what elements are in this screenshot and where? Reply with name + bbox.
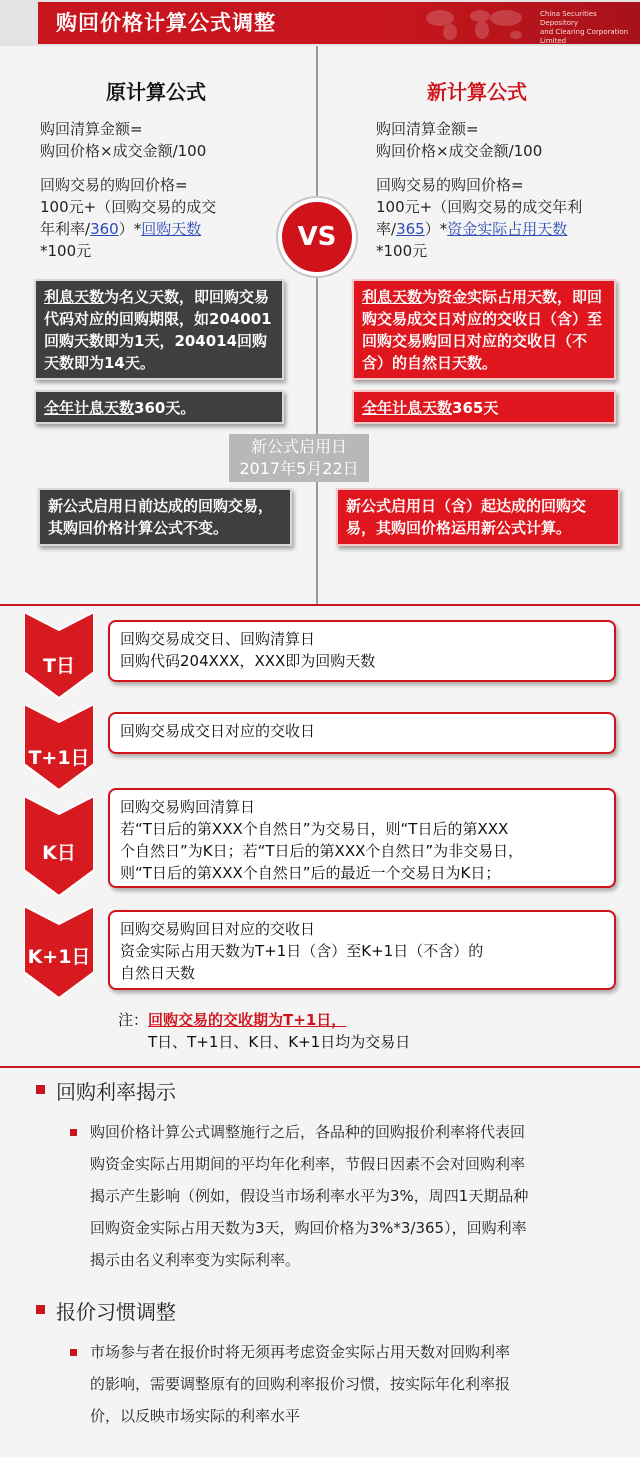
old-price-formula (40, 174, 280, 262)
old-repo-days-link[interactable]: 回购天数 (141, 220, 202, 238)
old-annual-days-box (34, 390, 284, 424)
effective-date-box (229, 434, 369, 482)
rate-line: 回购资金实际占用天数为3天，购回价格为3%*3/365），回购利率 (90, 1219, 527, 1237)
old-annual-days-text: 360天。 (134, 399, 196, 417)
old-annual-days-title: 全年计息天数 (44, 399, 135, 417)
step-label-k: K日 (42, 842, 76, 864)
old-formula-title: 原计算公式 (106, 80, 206, 104)
timeline-note (118, 1009, 618, 1053)
step-label-k1: K+1日 (27, 946, 91, 968)
old-price-text: 年利率/ (40, 220, 91, 238)
square-bullet-icon (36, 1305, 45, 1314)
effective-date-value: 2017年5月22日 (239, 459, 359, 478)
old-price-text2: ）* (118, 220, 142, 238)
vertical-divider (316, 46, 318, 606)
new-interest-days-box (352, 279, 616, 380)
step-k1-line2: 资金实际占用天数为T+1日（含）至K+1日（不含）的 (120, 942, 484, 960)
new-price-line4: *100元 (376, 242, 428, 260)
step-k-line2: 若“T日后的第XXX个自然日”为交易日，则“T日后的第XXX (120, 820, 509, 838)
vs-badge: VS (278, 198, 356, 276)
square-bullet-icon (70, 1129, 77, 1136)
new-interest-days-text: 为资金实际占用天数，即回购交易成交日对应的交收日（含）至回购交易购回日对应的交收日（不含）的自然日天数。 (362, 288, 603, 372)
step-t1-line1: 回购交易成交日对应的交收日 (120, 722, 316, 740)
new-settle-formula (376, 118, 626, 162)
new-days-link[interactable]: 365 (396, 220, 425, 238)
new-interest-days-title: 利息天数 (362, 288, 423, 306)
note-prefix: 注： (118, 1011, 149, 1029)
world-map-icon (420, 4, 530, 42)
old-price-line1: 回购交易的购回价格= (40, 176, 188, 194)
new-price-line3 (376, 218, 636, 240)
old-settle-formula (40, 118, 290, 162)
quote-line: 市场参与者在报价时将无须再考虑资金实际占用天数对回购利率 (90, 1343, 511, 1361)
note-highlight: 回购交易的交收期为T+1日， (148, 1011, 347, 1029)
step-k-line4: 则“T日后的第XXX个自然日”后的最近一个交易日为K日； (120, 864, 501, 882)
new-settle-line1: 购回清算金额= (376, 120, 479, 138)
old-settle-line2: 购回价格×成交金额/100 (40, 142, 207, 160)
step-box-k1 (108, 910, 616, 990)
quote-line: 价，以反映市场实际的利率水平 (90, 1407, 301, 1425)
old-price-line4: *100元 (40, 242, 92, 260)
effective-date-label: 新公式启用日 (250, 437, 347, 456)
note-line2: T日、T+1日、K日、K+1日均为交易日 (148, 1033, 411, 1051)
old-rule-box: 新公式启用日前达成的回购交易，其购回价格计算公式不变。 (38, 488, 292, 546)
section-divider (0, 1066, 640, 1068)
rate-line: 购回价格计算公式调整施行之后，各品种的回购报价利率将代表回 (90, 1123, 526, 1141)
rate-line: 揭示由名义利率变为实际利率。 (90, 1251, 301, 1269)
org-name (540, 10, 632, 46)
section-title-quote: 报价习惯调整 (56, 1300, 176, 1324)
old-days-link[interactable]: 360 (90, 220, 119, 238)
rate-line: 购资金实际占用期间的平均年化利率，节假日因素不会对回购利率 (90, 1155, 526, 1173)
new-price-line1: 回购交易的购回价格= (376, 176, 524, 194)
step-box-t (108, 620, 616, 682)
step-k-line1: 回购交易购回清算日 (120, 798, 256, 816)
section-divider (0, 604, 640, 606)
step-label-t: T日 (43, 655, 75, 677)
rate-line: 揭示产生影响（例如，假设当市场利率水平为3%，周四1天期品种 (90, 1187, 529, 1205)
new-price-text2: ）* (424, 220, 448, 238)
section-rate-text (90, 1116, 630, 1276)
step-t-line2: 回购代码204XXX，XXX即为回购天数 (120, 652, 376, 670)
step-k1-line3: 自然日天数 (120, 964, 196, 982)
old-interest-days-title: 利息天数 (44, 288, 105, 306)
step-box-k (108, 788, 616, 888)
new-settle-line2: 购回价格×成交金额/100 (376, 142, 543, 160)
square-bullet-icon (70, 1349, 77, 1356)
new-price-text: 率/ (376, 220, 397, 238)
old-interest-days-text: 为名义天数，即回购交易代码对应的回购期限，如204001回购天数即为1天，204014回购天数即为14天。 (44, 288, 272, 372)
new-price-formula (376, 174, 636, 262)
step-label-t1: T+1日 (28, 747, 90, 769)
new-annual-days-box (352, 390, 616, 424)
page-title: 购回价格计算公式调整 (56, 11, 276, 35)
quote-line: 的影响，需要调整原有的回购利率报价习惯，按实际年化利率报 (90, 1375, 511, 1393)
section-quote-text (90, 1336, 630, 1432)
old-price-line3 (40, 218, 280, 240)
old-price-line2: 100元+（回购交易的成交 (40, 198, 217, 216)
step-t-line1: 回购交易成交日、回购清算日 (120, 630, 316, 648)
step-box-t1 (108, 712, 616, 754)
new-actual-days-link[interactable]: 资金实际占用天数 (447, 220, 568, 238)
square-bullet-icon (36, 1085, 45, 1094)
step-k1-line1: 回购交易购回日对应的交收日 (120, 920, 316, 938)
section-title-rate: 回购利率揭示 (56, 1080, 176, 1104)
org-name-line2: and Clearing Corporation Limited (540, 28, 629, 45)
old-settle-line1: 购回清算金额= (40, 120, 143, 138)
new-rule-box: 新公式启用日（含）起达成的回购交易，其购回价格运用新公式计算。 (336, 488, 620, 546)
note-line1 (118, 1009, 618, 1031)
new-annual-days-text: 365天 (452, 399, 499, 417)
old-interest-days-box (34, 279, 284, 380)
new-price-line2: 100元+（回购交易的成交年利 (376, 198, 583, 216)
new-annual-days-title: 全年计息天数 (362, 399, 453, 417)
org-name-line1: China Securities Depository (540, 10, 597, 27)
step-k-line3: 个自然日”为K日；若“T日后的第XXX个自然日”为非交易日， (120, 842, 524, 860)
new-formula-title: 新计算公式 (427, 80, 527, 104)
